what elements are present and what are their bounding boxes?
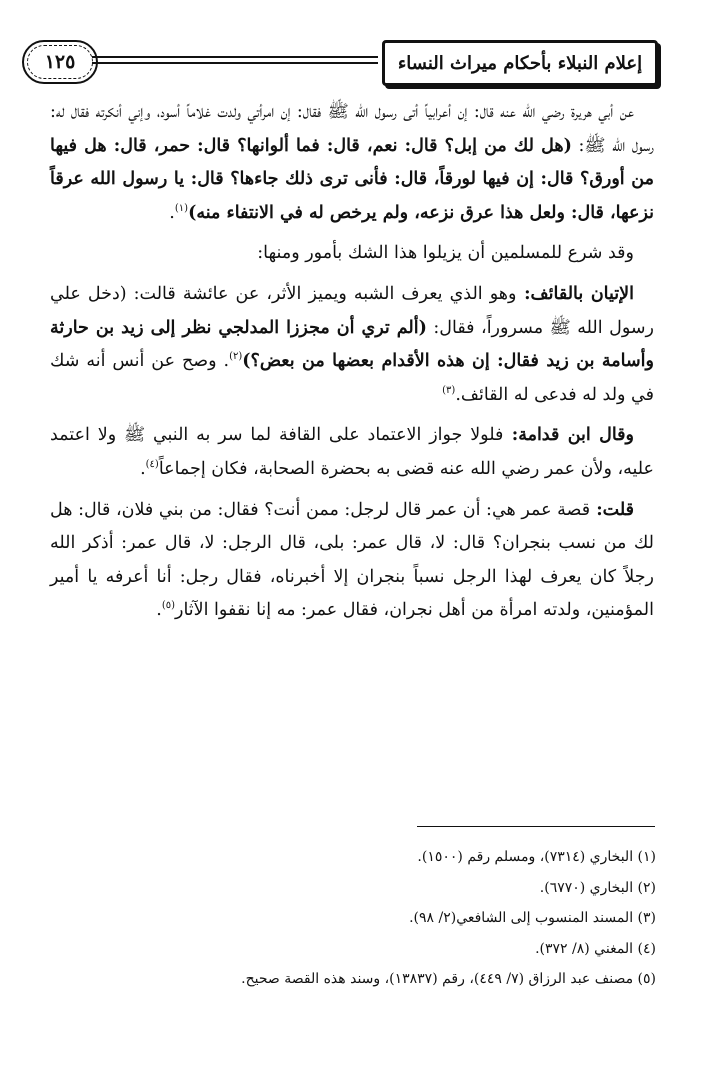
footnote-3: (٣) المسند المنسوب إلى الشافعي(٢/ ٩٨). xyxy=(409,910,656,926)
footnote-1: (١) البخاري (٧٣١٤)، ومسلم رقم (١٥٠٠). xyxy=(417,849,656,865)
text-run: فلولا جواز الاعتماد على القافة لما سر به النبي ﷺ ولا اعتمد عليه، ولأن عمر رضي الله عنه قضى به بحضرة الصحابة، فكان إجماعاً xyxy=(50,425,654,479)
text-run: . xyxy=(156,600,162,621)
text-run: وقد شرع للمسلمين أن يزيلوا هذا الشك بأمور ومنها: xyxy=(257,243,634,264)
text-run: . وصح عن أنس أنه شك في ولد له فدعى له القائف. xyxy=(50,351,654,405)
paragraph-intro xyxy=(50,237,654,271)
book-title: إعلام النبلاء بأحكام ميراث النساء xyxy=(382,40,658,86)
paragraph-ibn-qudama xyxy=(50,419,654,486)
text-run: . xyxy=(169,202,175,223)
footnotes xyxy=(60,842,656,995)
page-header xyxy=(22,40,658,84)
page-number: ١٢٥ xyxy=(22,40,98,84)
bold-text: (هل لك من إبل؟ قال: نعم، قال: فما ألوانها؟ قال: حمر، قال: هل فيها من أورق؟ قال: إن فيها لورقاً، قال: فأنى ترى ذلك جاءها؟ قال: يا رسول الله عرقاً نزعها، قال: ولعل هذا عرق نزعه، ولم يرخص له في الانتفاء منه) xyxy=(50,135,654,223)
footnote-separator xyxy=(417,826,655,827)
text-run: . xyxy=(140,458,146,479)
text-run: قصة عمر هي: أن عمر قال لرجل: ممن أنت؟ فقال: من بني فلان، قال: هل لك من نسب بنجران؟ قال: لا، قال عمر: بلى، قال الرجل: لا، قال عمر: أذكر الله رجلاً كان يعرف لهذا الرجل نسباً بنجران إلا أخبرناه، فقال رجل: أنا أعرفه يا أمير المؤمنين، ولدته امرأة من أهل نجران، فقال عمر: مه إنا نقفوا الآثار xyxy=(50,499,654,621)
paragraph-qaif xyxy=(50,278,654,412)
paragraph-hadith xyxy=(50,96,654,230)
text-run: وهو الذي يعرف الشبه ويميز الأثر، عن عائشة قالت: (دخل علي رسول الله ﷺ مسروراً، فقال: xyxy=(50,283,654,338)
main-text xyxy=(50,96,654,635)
paragraph-umar-story xyxy=(50,494,654,628)
text-run: عن أبي هريرة رضي الله عنه قال: إن أعرابياً أتى رسول الله ﷺ فقال: إن امرأتي ولدت غلاماً أسود، وإني أنكرته فقال له: رسول الله ﷺ: xyxy=(50,102,654,156)
bold-text: الإتيان بالقائف: xyxy=(516,283,635,304)
footnote-4: (٤) المغني (٨/ ٣٧٢). xyxy=(535,940,656,957)
footnote-ref: (١) xyxy=(174,202,189,214)
bold-text: قلت: xyxy=(590,499,634,520)
footnote-ref: (٢) xyxy=(229,351,243,363)
footnote-2: (٢) البخاري (٦٧٧٠). xyxy=(539,879,656,896)
bold-text: (ألم تري أن مجززا المدلجي نظر إلى زيد بن حارثة وأسامة بن زيد فقال: إن هذه الأقدام بعضها من بعض؟) xyxy=(50,317,654,372)
footnote-ref: (٥) xyxy=(161,600,175,612)
footnote-ref: (٤) xyxy=(145,459,159,471)
header-rule xyxy=(92,56,378,64)
footnote-5: (٥) مصنف عبد الرزاق (٧/ ٤٤٩)، رقم (١٣٨٣٧)، وسند هذه القصة صحيح. xyxy=(241,971,656,987)
footnote-ref: (٣) xyxy=(442,384,456,396)
bold-text: وقال ابن قدامة: xyxy=(503,425,634,446)
